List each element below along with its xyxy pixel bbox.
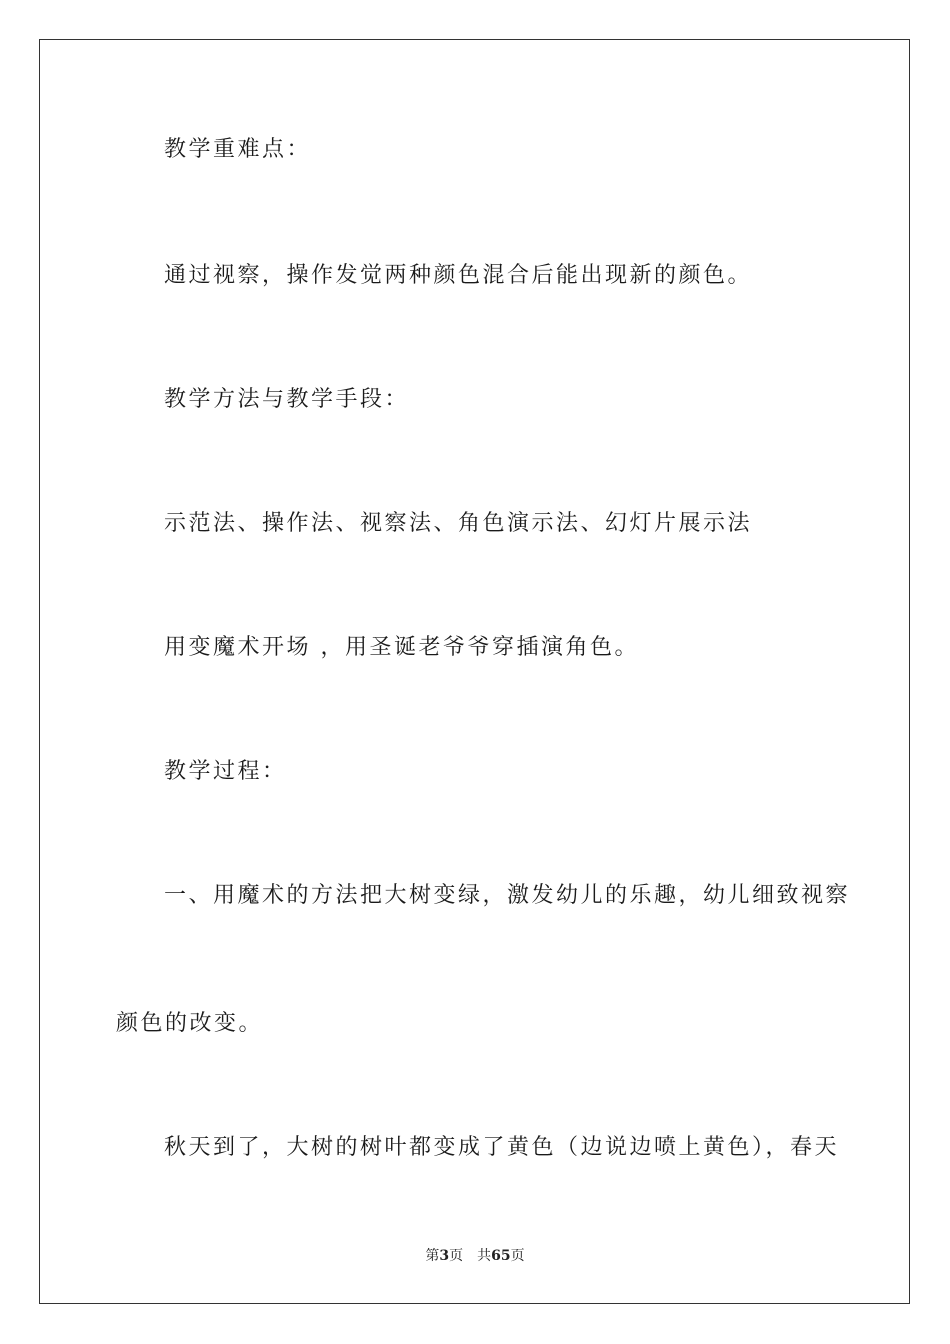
paragraph-key-points-text: 通过视察，操作发觉两种颜色混合后能出现新的颜色。 [164, 263, 753, 288]
paragraph-autumn-text: 秋天到了，大树的树叶都变成了黄色（边说边喷上黄色），春天 [164, 1135, 840, 1160]
footer-page-unit: 页 [449, 1248, 464, 1264]
paragraph-methods-text: 示范法、操作法、视察法、角色演示法、幻灯片展示法 [164, 511, 753, 536]
paragraph-opening-text: 用变魔术开场 ，用圣诞老爷爷穿插演角色。 [164, 635, 639, 660]
paragraph-heading-methods: 教学方法与教学手段： [164, 387, 410, 412]
paragraph-heading-key-points: 教学重难点： [164, 137, 312, 162]
footer-total-pages: 65 [491, 1248, 511, 1264]
page-footer [0, 1247, 950, 1265]
footer-page-prefix: 第 [425, 1248, 440, 1264]
paragraph-step-one: 一、用魔术的方法把大树变绿，激发幼儿的乐趣，幼儿细致视察 [164, 883, 851, 908]
footer-total-unit: 页 [510, 1248, 525, 1264]
paragraph-heading-process: 教学过程： [164, 759, 287, 784]
footer-total-prefix: 共 [477, 1248, 492, 1264]
footer-current-page: 3 [439, 1248, 450, 1264]
page-border [39, 39, 910, 1304]
paragraph-step-one-continued: 颜色的改变。 [116, 1011, 264, 1036]
